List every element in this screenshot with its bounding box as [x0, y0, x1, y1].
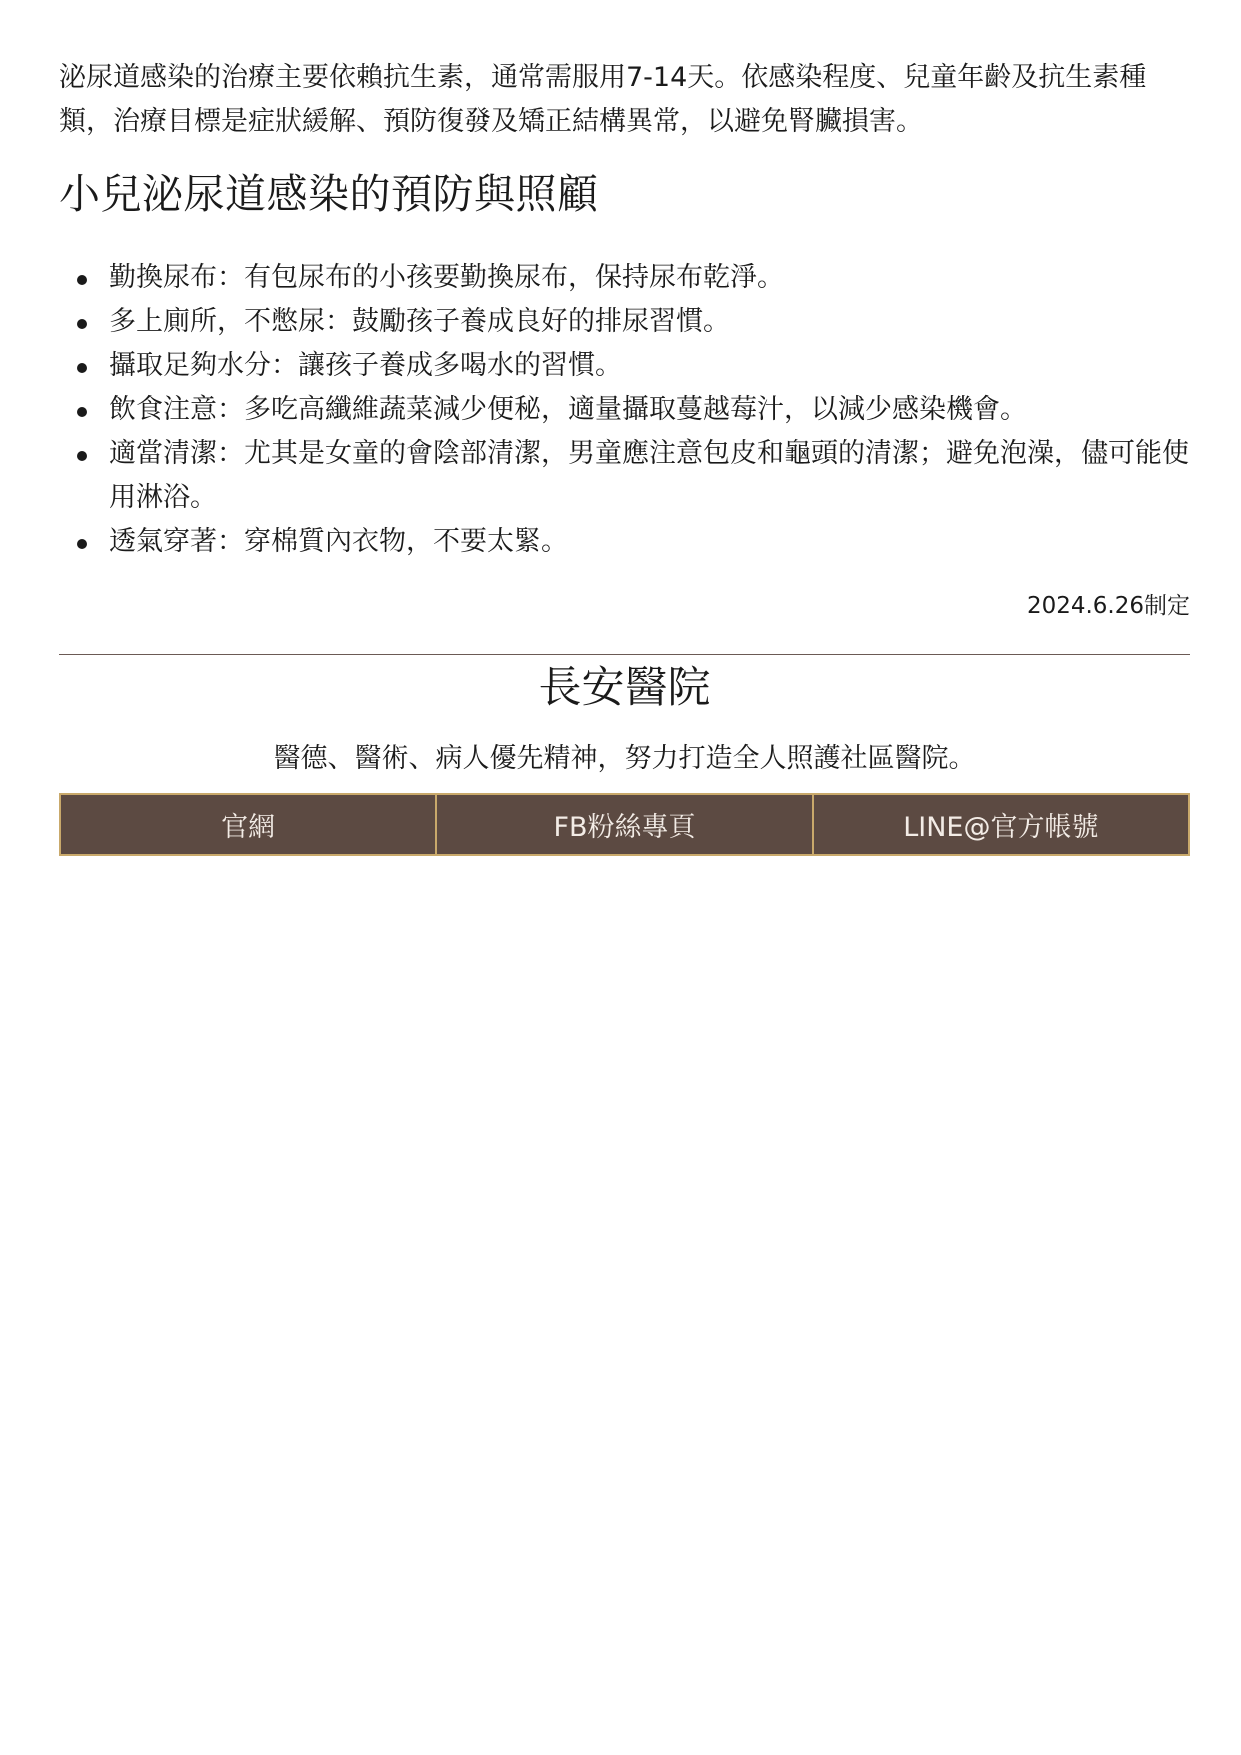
list-item: 多上廁所，不憋尿：鼓勵孩子養成良好的排尿習慣。 — [109, 300, 1190, 344]
section-title: 小兒泌尿道感染的預防與照顧 — [59, 170, 599, 218]
facebook-page-link[interactable]: FB粉絲專頁 — [435, 795, 811, 854]
list-item: 攝取足夠水分：讓孩子養成多喝水的習慣。 — [109, 344, 1190, 388]
hospital-slogan: 醫德、醫術、病人優先精神，努力打造全人照護社區醫院。 — [273, 743, 976, 774]
website-link[interactable]: 官網 — [221, 812, 276, 843]
issue-date: 2024.6.26制定 — [1026, 593, 1190, 619]
footer-link-bar — [59, 793, 1190, 856]
line-official-account-link[interactable]: LINE@官方帳號 — [812, 795, 1188, 854]
intro-paragraph: 泌尿道感染的治療主要依賴抗生素，通常需服用7-14天。依感染程度、兒童年齡及抗生素種類，治療目標是症狀緩解、預防復發及矯正結構異常，以避免腎臟損害。 — [59, 62, 1147, 137]
list-item: 適當清潔：尤其是女童的會陰部清潔，男童應注意包皮和龜頭的清潔；避免泡澡，儘可能使用淋浴。 — [109, 432, 1190, 520]
list-item: 勤換尿布：有包尿布的小孩要勤換尿布，保持尿布乾淨。 — [109, 256, 1190, 300]
footer-divider — [59, 654, 1190, 655]
prevention-tips-list — [59, 256, 1190, 564]
list-item: 飲食注意：多吃高纖維蔬菜減少便秘，適量攝取蔓越莓汁，以減少感染機會。 — [109, 388, 1190, 432]
list-item: 透氣穿著：穿棉質內衣物，不要太緊。 — [109, 520, 1190, 564]
hospital-name: 長安醫院 — [538, 663, 711, 713]
